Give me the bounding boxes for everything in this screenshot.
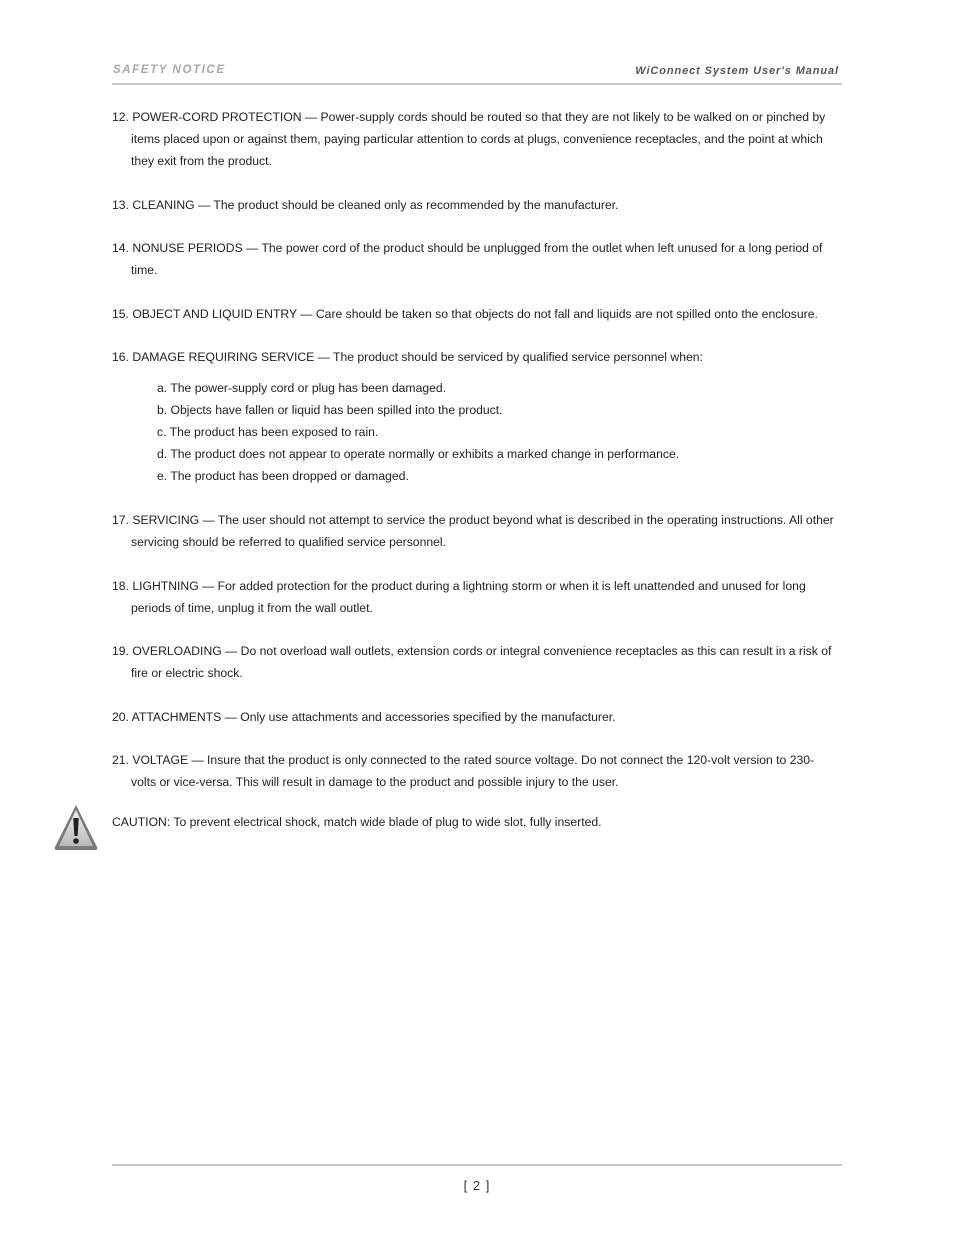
safety-item-19: 19. OVERLOADING — Do not overload wall outlets, extension cords or integral convenience receptacles as this can result in a risk of fire or electric shock. [112,644,832,681]
safety-item-16: 16. DAMAGE REQUIRING SERVICE — The product should be serviced by qualified service personnel when: [112,350,703,365]
safety-item-21: 21. VOLTAGE — Insure that the product is only connected to the rated source voltage. Do not connect the 120-volt version to 230-volts or vice-versa. This will result in damage to the product and possible injury to the user. [112,753,815,790]
damage-condition-c: c. The product has been exposed to rain. [157,424,379,439]
safety-item-17: 17. SERVICING — The user should not attempt to service the product beyond what is described in the operating instructions. All other servicing should be referred to qualified service personnel. [112,512,834,549]
header-divider [112,83,842,85]
safety-item-15: 15. OBJECT AND LIQUID ENTRY — Care should be taken so that objects do not fall and liquids are not spilled onto the enclosure. [112,306,818,321]
safety-item-20: 20. ATTACHMENTS — Only use attachments and accessories specified by the manufacturer. [112,709,616,724]
header-section-title: SAFETY NOTICE [113,64,226,76]
safety-item-14: 14. NONUSE PERIODS — The power cord of the product should be unplugged from the outlet when left unused for a long period of time. [112,241,823,278]
damage-condition-b: b. Objects have fallen or liquid has been spilled into the product. [157,403,503,418]
caution-text: CAUTION: To prevent electrical shock, match wide blade of plug to wide slot, fully inserted. [112,815,602,830]
safety-list [112,106,838,853]
caution-notice [112,803,838,853]
safety-item-12: 12. POWER-CORD PROTECTION — Power-supply cords should be routed so that they are not likely to be walked on or pinched by items placed upon or against them, paying particular attention to cords at plugs, convenience receptacles, and the point at which they exit from the product. [112,110,826,168]
header-manual-title: WiConnect System User's Manual [635,65,839,77]
damage-condition-d: d. The product does not appear to operate normally or exhibits a marked change in performance. [157,446,680,461]
damage-condition-a: a. The power-supply cord or plug has been damaged. [157,381,447,396]
damage-conditions-list [157,378,838,487]
damage-condition-e: e. The product has been dropped or damaged. [157,468,409,483]
page-number: [ 2 ] [463,1178,491,1193]
safety-item-18: 18. LIGHTNING — For added protection for the product during a lightning storm or when it is left unattended and unused for long periods of time, unplug it from the wall outlet. [112,578,806,615]
safety-item-13: 13. CLEANING — The product should be cleaned only as recommended by the manufacturer. [112,197,619,212]
footer-divider [112,1164,842,1166]
warning-exclamation-icon [52,802,100,852]
